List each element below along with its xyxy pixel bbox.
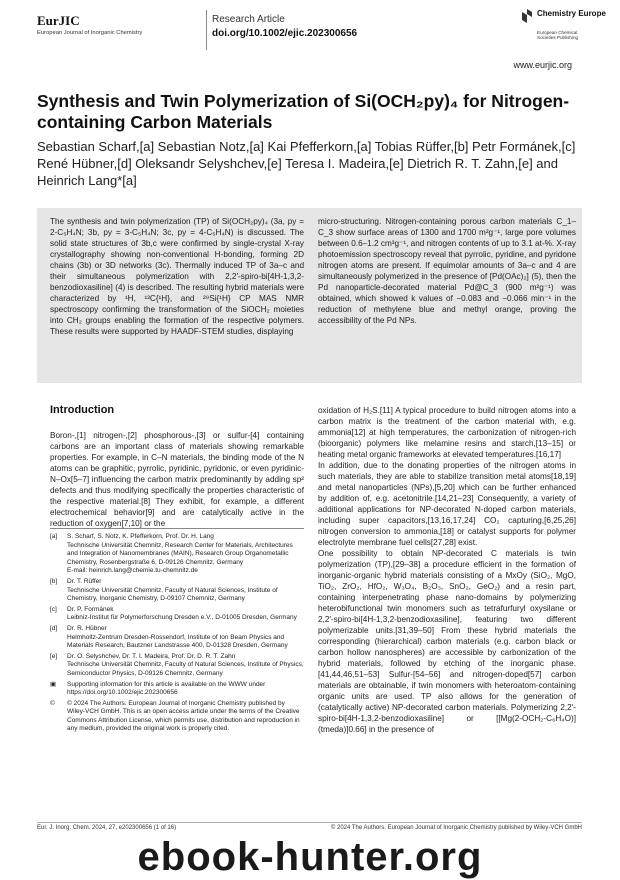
- affiliations-divider: [50, 528, 304, 529]
- journal-logo: EurJIC: [37, 13, 80, 28]
- footer-citation: Eur. J. Inorg. Chem. 2024, 27, e202300656 (1 of 16): [37, 825, 177, 831]
- publisher-name: Chemistry Europe: [537, 9, 606, 18]
- header-divider: [206, 10, 207, 50]
- affiliation-e: [e] Dr. O. Selyshchev, Dr. T. I. Madeira, Prof. Dr. D. R. T. Zahn Technische Universität Chemnitz, Faculty of Natural Sciences, Institute of Physics, Semiconductor Physics, D-09126 Chemnitz, Germany: [50, 652, 304, 677]
- author-list: Sebastian Scharf,[a] Sebastian Notz,[a] Kai Pfefferkorn,[a] Tobias Rüffer,[b] Petr Formánek,[c] René Hübner,[d] Oleksandr Selyshchev,[e] Teresa I. Madeira,[e] Dietrich R. T. Zahn,[e] and Heinrich Lang*[a]: [37, 139, 576, 188]
- publisher-subtitle: European Chemical Societies Publishing: [537, 30, 579, 41]
- supporting-information-note: ▣ Supporting information for this article is available on the WWW under https://doi.org/10.1002/ejic.202300656: [50, 680, 266, 697]
- footer-copyright: © 2024 The Authors. European Journal of Inorganic Chemistry published by Wiley-VCH GmbH: [330, 825, 582, 831]
- affiliation-b: [b] Dr. T. Rüffer Technische Universität Chemnitz, Faculty of Natural Sciences, Institute of Chemistry, Inorganic Chemistry, D-09107 Chemnitz, Germany: [50, 577, 278, 603]
- journal-website-link[interactable]: www.eurjic.org: [513, 60, 572, 70]
- section-heading-introduction: Introduction: [50, 404, 115, 416]
- intro-left-text: Boron-,[1] nitrogen-,[2] phosphorous-,[3] or sulfur-[4] containing carbons are an important class of materials showing remarkable properties. For example, in C–N materials, the binding mode of the N atoms can be graphitic, pyrrolic, pyridinic, pyridonic, or even pyridinic-N–Ox[5–7] influencing the carbon matrix predominantly by adding sp² defects and thus modifying specifically the properties characteristic of the respective material.[8] They exhibit, for example, a different electrochemical behavior[9] and are catalytically active in the reduction of oxygen[7,10] or the: [50, 431, 304, 528]
- footer-divider: [37, 822, 582, 823]
- affiliations-block: [50, 533, 304, 736]
- intro-right-text: oxidation of H₂S.[11] A typical procedure to build nitrogen atoms into a carbon matrix is the treatment of the carbon material with, e.g. ammonia[12] at high temperatures, the carbonization of nitrogen-rich (bioorganic) polymers like melamine resins and starch,[13–15] or heating metal organic frameworks at elevated temperatures.[16,17] In addition, due to the donating properties of the nitrogen atoms in such materials, they are able to stabilize transition metal atoms[18,19] and metal nanoparticles (NPs),[5,20] which can be further enhanced by addition of, e.g. acetonitrile.[14,21–23] Consequently, a variety of additional applications for NP-decorated N-doped carbon materials, including super capacitors,[13,16,17,24] CO₂ capturing,[6,25,26] nitrogen conversion to ammonia,[18] or catalyst supports for polymer electrolyte membrane fuel cells[27,28] exist. One possibility to obtain NP-decorated C materials is twin polymerization (TP),[29–38] a procedure efficient in the formation of inorganic-organic hybrid materials consisting of a MxOy (SiO₂, MgO, TiO₂, ZrO₂, HfO₂, W₃O₄, B₂O₃, SnO₂, GeO₂) and a resin part, containing interpenetrating phase nano-domains by polymerizing heterobifunctional twin monomers such as tetrafurfuryl oxysilane or 2,2′-spiro-bi[4H-1,3,2-benzodioxasiline], featuring two different polymerizable units.[31,39–50] From these hybrid materials the corresponding (hierarchical) carbon materials (e.g. carbon black or carbon hollow nanospheres) are accessible by carbonization of the hybrid materials, followed by etching of the inorganic phase.[41,44,46,51–53] Sulfur-[54–56] and nitrogen-doped[57] carbon materials are obtainable, if twin monomers with heteroatom-containing organic units are used. TP also allows for the generation of (catalytically active) NP-decorated carbon materials. Polymerizing 2,2′-spiro-bi[4H-1,3,2-benzodioxasiline] or [[Mg(2-OCH₂-C₆H₄O)](tmeda)]0.66] in the presence of: [318, 406, 576, 734]
- affiliation-c: [c] Dr. P. Formánek Leibniz-Institut für Polymerforschung Dresden e.V., D-01005 Dresden, Germany: [50, 605, 297, 622]
- affiliation-d: [d] Dr. R. Hübner Helmholtz-Zentrum Dresden-Rossendorf, Institute of Ion Beam Physics and Materials Research, Bautzner Landstrasse 400, D-01328 Dresden, Germany: [50, 624, 288, 650]
- license-note: © © 2024 The Authors. European Journal of Inorganic Chemistry published by Wiley-VCH GmbH. This is an open access article under the terms of the Creative Commons Attribution License, which permits use, distribution and reproduction in any medium, provided the original work is properly cited.: [50, 699, 300, 733]
- watermark-text: ebook-hunter.org: [137, 835, 483, 879]
- article-doi-link[interactable]: doi.org/10.1002/ejic.202300656: [212, 28, 358, 39]
- affiliation-a: [a] S. Scharf, S. Notz, K. Pfefferkorn, Prof. Dr. H. Lang Technische Universität Chemnitz, Research Center for Materials, Architectures and Integration of Nanomembranes (MAIN), Research Group Organometallic Chemistry, Rosenbergstraße 6, D-09126 Chemnitz, Germany E-mail: heinrich.lang@chemie.tu-chemnitz.de: [50, 533, 293, 575]
- abstract-right-column: micro-structuring. Nitrogen-containing porous carbon materials C_1–C_3 show surface areas of 1300 and 1700 m²g⁻¹, large pore volumes between 0.6–1.2 cm³g⁻¹, and nitrogen contents of up to 3.1 at-%. X-ray photoemission spectroscopy reveal that pyrrolic, pyridine, and pyridone nitrogen atoms are present. If equimolar amounts of 3a–c and 4 are simultaneously polymerized in the presence of [Pd(OAc)₂] (5), then the Pd nanoparticle-decorated material Pd@C_3 (900 m²g⁻¹) was obtained, which showed k values of −0.083 and −0.066 min⁻¹ in the reduction of methylene blue and methyl orange, proving the accessibility of the Pd NPs.: [318, 217, 576, 325]
- journal-full-name: European Journal of Inorganic Chemistry: [37, 30, 143, 36]
- article-type: Research Article: [212, 14, 285, 25]
- article-title: Synthesis and Twin Polymerization of Si(OCH₂py)₄ for Nitrogen-containing Carbon Materials: [37, 91, 570, 132]
- abstract-left-column: The synthesis and twin polymerization (TP) of Si(OCH₂py)₄ (3a, py = 2-C₅H₄N; 3b, py = 3-C₅H₄N; 3c, py = 4-C₅H₄N) is discussed. The solid state structures of 3b,c were confirmed by single-crystal X-ray crystallography showing non-conventional H-bonding, forming 2D chains (3b) or 3D networks (3c). Thermally induced TP of 3a–c and their simultaneous polymerization with 2,2′-spiro-bi[4H-1,3,2-benzodioxasiline] (4) is described. The resulting hybrid materials were characterized by ¹H, ¹³C{¹H}, and ²⁹Si{¹H} CP MAS NMR spectroscopy confirming the transformation of the SiOCH₂ moieties into CH₂ groups enabling the formation of the respective polymers. These results were supported by HAADF-STEM studies, displaying: [50, 217, 304, 336]
- chemistry-europe-logo-icon: [521, 9, 533, 23]
